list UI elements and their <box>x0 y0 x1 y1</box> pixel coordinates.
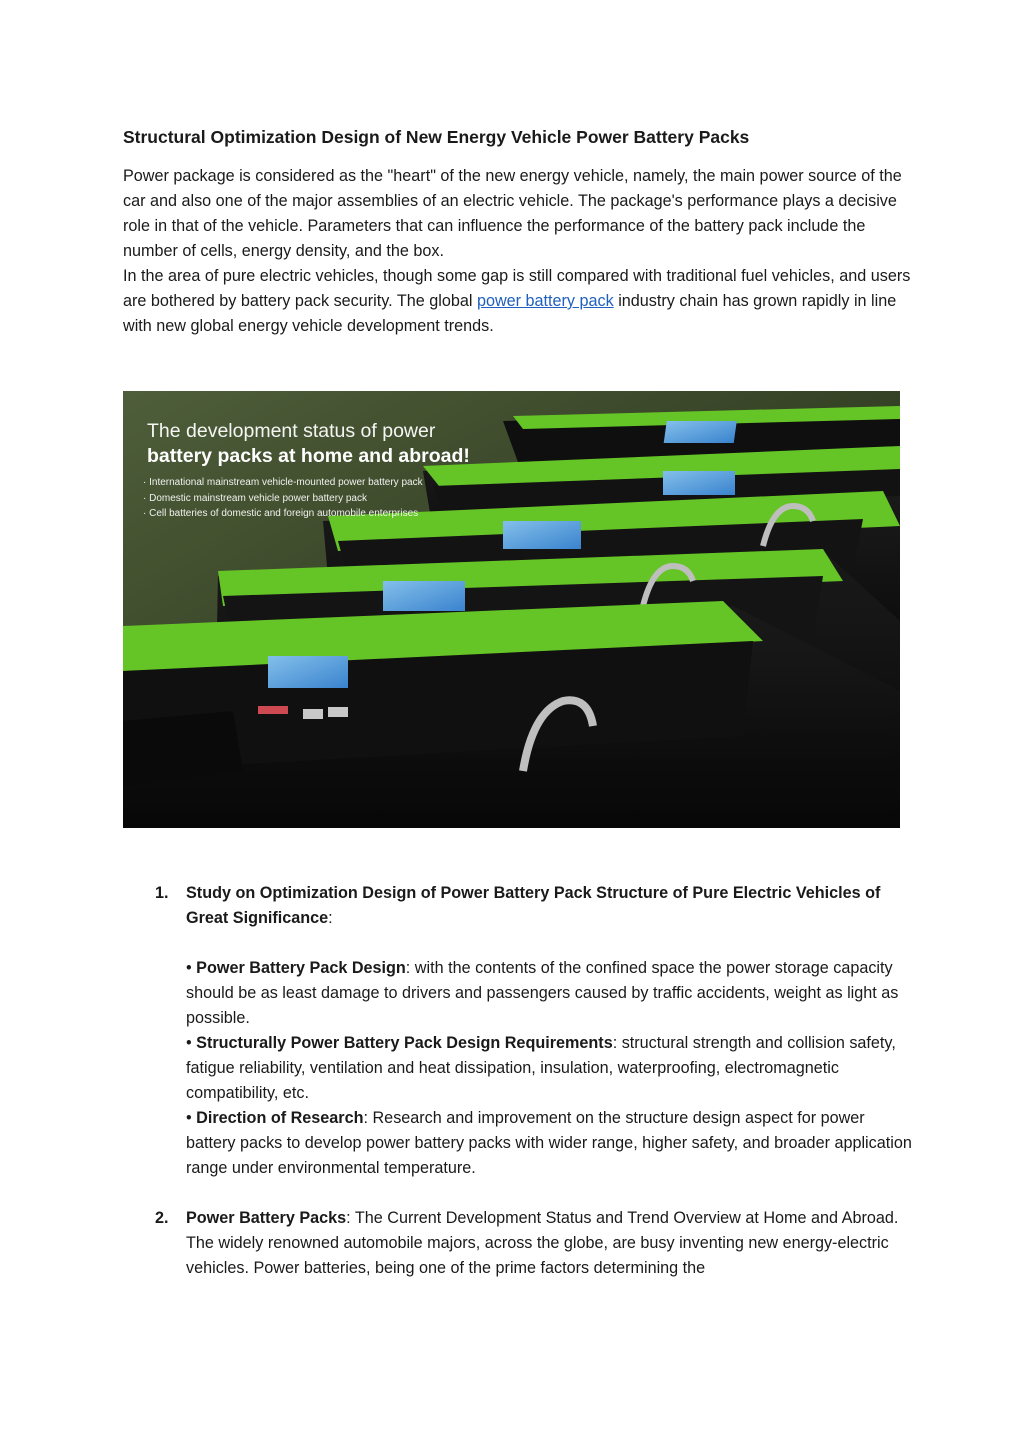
list-item <box>123 1206 913 1281</box>
bullet-item: • Direction of Research: Research and improvement on the structure design aspect for power battery packs to develop power battery packs with wider range, higher safety, and broader application range under environmental temperature. <box>186 1109 912 1177</box>
overlay-title-line-1: The development status of power <box>147 420 436 442</box>
overlay-bullet: · Cell batteries of domestic and foreign automobile enterprises <box>143 508 419 519</box>
overlay-bullet: · Domestic mainstream vehicle power battery pack <box>143 492 367 504</box>
numbered-list <box>123 881 913 1281</box>
list-number: 2. <box>155 1209 169 1227</box>
bullet-item: • Structurally Power Battery Pack Design Requirements: structural strength and collision safety, fatigue reliability, ventilation and heat dissipation, insulation, waterproofing, electromagnetic compatibility, etc. <box>186 1034 896 1102</box>
image-caption-overlay <box>143 419 470 522</box>
intro-paragraph-2 <box>123 264 913 339</box>
intro-paragraph-1: Power package is considered as the "heart" of the new energy vehicle, namely, the main power source of the car and also one of the major assemblies of an electric vehicle. The package's performance plays a decisive role in that of the vehicle. Parameters that can influence the performance of the battery pack include the number of cells, energy density, and the box. <box>123 167 902 260</box>
battery-packs-image <box>123 391 900 828</box>
list-item <box>123 881 913 1206</box>
bullet-item: • Power Battery Pack Design: with the contents of the confined space the power storage capacity should be as least damage to drivers and passengers caused by traffic accidents, weight as light as possible. <box>186 959 899 1027</box>
overlay-title-line-2: battery packs at home and abroad! <box>147 445 470 467</box>
power-battery-pack-link[interactable]: power battery pack <box>476 292 614 310</box>
intro-section <box>123 164 913 339</box>
list-item-body: Power Battery Packs: The Current Development Status and Trend Overview at Home and Abroad. The widely renowned automobile majors, across the globe, are busy inventing new energy-electric vehicles. Power batteries, being one of the prime factors determining the <box>186 1209 899 1277</box>
overlay-bullet-list <box>143 475 470 522</box>
list-number: 1. <box>155 884 169 902</box>
list-item-heading: Study on Optimization Design of Power Battery Pack Structure of Pure Electric Vehicles of Great Significance: <box>186 884 881 927</box>
overlay-bullet: · International mainstream vehicle-mounted power battery pack <box>143 477 423 488</box>
page-title: Structural Optimization Design of New Energy Vehicle Power Battery Packs <box>123 127 750 147</box>
intro-p2-end: industry chain has grown rapidly in line with new global energy vehicle development trends. <box>123 292 897 335</box>
intro-p2-start: In the area of pure electric vehicles, though some gap is still compared with traditional fuel vehicles, and users are bothered by battery pack security. The global <box>123 267 911 310</box>
